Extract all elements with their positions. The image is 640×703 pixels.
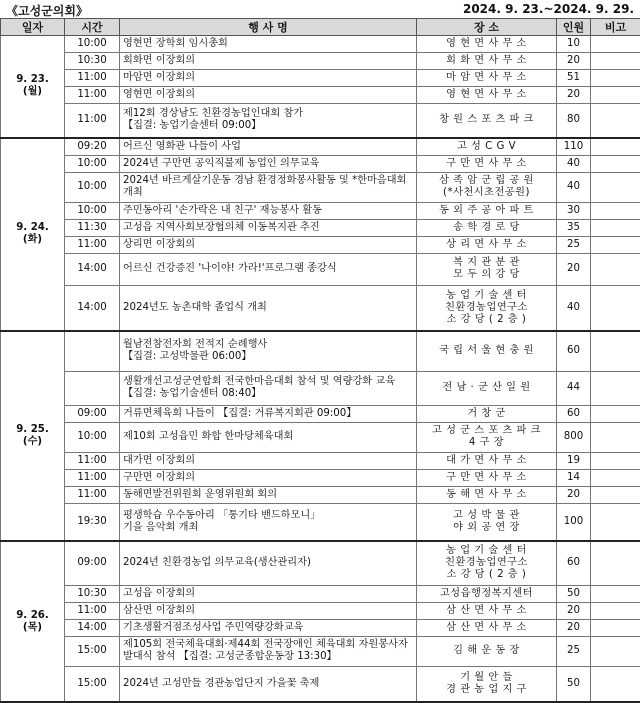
note-cell <box>591 619 640 636</box>
time-cell: 10:00 <box>65 36 120 53</box>
event-cell: 제105회 전국체육대회·제44회 전국장애인 체육대회 자원봉사자 발대식 참석 【집결: 고성군종합운동장 13:30】 <box>120 636 417 666</box>
event-cell: 삼산면 이장회의 <box>120 602 417 619</box>
date-cell <box>1 331 65 541</box>
weekday-label: (목) <box>4 622 61 634</box>
note-cell <box>591 331 640 371</box>
attendees-cell: 80 <box>557 104 591 138</box>
place-cell: 마 암 면 사 무 소 <box>417 70 557 87</box>
place-cell: 영 현 면 사 무 소 <box>417 87 557 104</box>
time-cell: 10:30 <box>65 585 120 602</box>
date-cell <box>1 541 65 702</box>
note-cell <box>591 666 640 702</box>
attendees-cell: 20 <box>557 53 591 70</box>
event-cell: 어르신 건강증진 '나이야! 가라!'프로그램 종강식 <box>120 253 417 285</box>
event-cell: 영현면 이장회의 <box>120 87 417 104</box>
attendees-cell: 60 <box>557 331 591 371</box>
page-title: 《고성군의회》 <box>6 2 88 19</box>
note-cell <box>591 219 640 236</box>
event-cell: 기초생활거점조성사업 주민역량강화교육 <box>120 619 417 636</box>
place-cell: 전 남 · 군 산 일 원 <box>417 371 557 405</box>
weekday-label: (수) <box>4 436 61 448</box>
event-cell: 2024년 친환경농업 의무교육(생산관리자) <box>120 541 417 585</box>
table-row <box>1 486 640 503</box>
time-cell: 11:00 <box>65 87 120 104</box>
weekday-label: (화) <box>4 234 61 246</box>
date-label: 9. 24. <box>4 222 61 234</box>
time-cell: 11:00 <box>65 469 120 486</box>
event-cell: 대가면 이장회의 <box>120 452 417 469</box>
place-cell: 삼 산 면 사 무 소 <box>417 619 557 636</box>
table-row <box>1 253 640 285</box>
event-cell: 월남전참전자회 전적지 순례행사 【집결: 고성박물관 06:00】 <box>120 331 417 371</box>
schedule-body <box>1 36 640 703</box>
note-cell <box>591 486 640 503</box>
table-row <box>1 53 640 70</box>
table-row <box>1 405 640 422</box>
note-cell <box>591 636 640 666</box>
place-cell: 동 해 면 사 무 소 <box>417 486 557 503</box>
time-cell: 14:00 <box>65 285 120 331</box>
attendees-cell: 14 <box>557 469 591 486</box>
time-cell: 10:30 <box>65 53 120 70</box>
date-range: 2024. 9. 23.~2024. 9. 29. <box>463 2 634 16</box>
note-cell <box>591 452 640 469</box>
place-cell: 농 업 기 술 센 터 친환경농업연구소 소 강 당 ( 2 층 ) <box>417 541 557 585</box>
time-cell: 10:00 <box>65 422 120 452</box>
place-cell: 회 화 면 사 무 소 <box>417 53 557 70</box>
table-row <box>1 155 640 172</box>
note-cell <box>591 36 640 53</box>
table-row <box>1 36 640 53</box>
time-cell: 10:00 <box>65 202 120 219</box>
time-cell: 11:30 <box>65 219 120 236</box>
place-cell: 고 성 군 스 포 츠 파 크 4 구 장 <box>417 422 557 452</box>
attendees-cell: 60 <box>557 405 591 422</box>
table-row <box>1 636 640 666</box>
event-cell: 2024년 구만면 공익직불제 농업인 의무교육 <box>120 155 417 172</box>
attendees-cell: 25 <box>557 236 591 253</box>
header <box>0 0 640 18</box>
col-header-place: 장 소 <box>417 19 557 36</box>
time-cell: 11:00 <box>65 70 120 87</box>
place-cell: 고성읍행정복지센터 <box>417 585 557 602</box>
time-cell: 11:00 <box>65 104 120 138</box>
time-cell: 11:00 <box>65 486 120 503</box>
col-header-date: 일자 <box>1 19 65 36</box>
place-cell: 동 외 주 공 아 파 트 <box>417 202 557 219</box>
table-row <box>1 666 640 702</box>
attendees-cell: 10 <box>557 36 591 53</box>
attendees-cell: 44 <box>557 371 591 405</box>
time-cell: 11:00 <box>65 452 120 469</box>
event-cell: 고성읍 이장회의 <box>120 585 417 602</box>
place-cell: 구 만 면 사 무 소 <box>417 469 557 486</box>
event-cell: 거류면체육회 나들이 【집결: 거류복지회관 09:00】 <box>120 405 417 422</box>
time-cell: 14:00 <box>65 619 120 636</box>
event-cell: 동해면발전위원회 운영위원회 회의 <box>120 486 417 503</box>
attendees-cell: 50 <box>557 585 591 602</box>
attendees-cell: 19 <box>557 452 591 469</box>
note-cell <box>591 541 640 585</box>
table-row <box>1 602 640 619</box>
table-row <box>1 236 640 253</box>
attendees-cell: 20 <box>557 619 591 636</box>
place-cell: 송 학 경 로 당 <box>417 219 557 236</box>
note-cell <box>591 87 640 104</box>
note-cell <box>591 585 640 602</box>
date-cell <box>1 36 65 138</box>
note-cell <box>591 422 640 452</box>
event-cell: 주민동아리 '손가락은 내 친구' 재능봉사 활동 <box>120 202 417 219</box>
event-cell: 2024년도 농촌대학 졸업식 개최 <box>120 285 417 331</box>
note-cell <box>591 469 640 486</box>
attendees-cell: 35 <box>557 219 591 236</box>
attendees-cell: 40 <box>557 155 591 172</box>
event-cell: 제10회 고성읍민 화합 한마당체육대회 <box>120 422 417 452</box>
time-cell: 09:00 <box>65 405 120 422</box>
table-row <box>1 619 640 636</box>
note-cell <box>591 172 640 202</box>
place-cell: 대 가 면 사 무 소 <box>417 452 557 469</box>
note-cell <box>591 405 640 422</box>
place-cell: 영 현 면 사 무 소 <box>417 36 557 53</box>
attendees-cell: 25 <box>557 636 591 666</box>
schedule-table <box>0 18 640 703</box>
place-cell: 창 원 스 포 츠 파 크 <box>417 104 557 138</box>
place-cell: 국 립 서 울 현 충 원 <box>417 331 557 371</box>
col-header-time: 시간 <box>65 19 120 36</box>
note-cell <box>591 138 640 156</box>
event-cell: 마암면 이장회의 <box>120 70 417 87</box>
time-cell: 14:00 <box>65 253 120 285</box>
table-row <box>1 138 640 156</box>
event-cell: 평생학습 우수동아리 「통기타 밴드하모니」 기을 음악회 개최 <box>120 503 417 541</box>
place-cell: 고 성 C G V <box>417 138 557 156</box>
note-cell <box>591 285 640 331</box>
date-cell <box>1 138 65 332</box>
attendees-cell: 100 <box>557 503 591 541</box>
time-cell: 11:00 <box>65 236 120 253</box>
col-header-note: 비고 <box>591 19 640 36</box>
event-cell: 구만면 이장회의 <box>120 469 417 486</box>
table-row <box>1 285 640 331</box>
time-cell: 19:30 <box>65 503 120 541</box>
attendees-cell: 20 <box>557 87 591 104</box>
time-cell: 09:20 <box>65 138 120 156</box>
table-row <box>1 422 640 452</box>
attendees-cell: 20 <box>557 253 591 285</box>
attendees-cell: 50 <box>557 666 591 702</box>
attendees-cell: 800 <box>557 422 591 452</box>
date-label: 9. 23. <box>4 74 61 86</box>
table-row <box>1 172 640 202</box>
event-cell: 회화면 이장회의 <box>120 53 417 70</box>
note-cell <box>591 53 640 70</box>
attendees-cell: 20 <box>557 602 591 619</box>
table-row <box>1 541 640 585</box>
note-cell <box>591 70 640 87</box>
place-cell: 거 창 군 <box>417 405 557 422</box>
event-cell: 영현면 장학회 임시총회 <box>120 36 417 53</box>
place-cell: 구 만 면 사 무 소 <box>417 155 557 172</box>
place-cell: 고 성 박 물 관 야 외 공 연 장 <box>417 503 557 541</box>
place-cell: 농 업 기 술 센 터 친환경농업연구소 소 강 당 ( 2 층 ) <box>417 285 557 331</box>
time-cell <box>65 371 120 405</box>
table-row <box>1 452 640 469</box>
event-cell: 제12회 경상남도 친환경농업인대회 참가 【집결: 농업기술센터 09:00】 <box>120 104 417 138</box>
place-cell: 기 월 안 들 경 관 농 업 지 구 <box>417 666 557 702</box>
header-row <box>1 19 640 36</box>
attendees-cell: 40 <box>557 285 591 331</box>
time-cell: 10:00 <box>65 155 120 172</box>
note-cell <box>591 371 640 405</box>
attendees-cell: 110 <box>557 138 591 156</box>
attendees-cell: 40 <box>557 172 591 202</box>
event-cell: 어르신 영화관 나들이 사업 <box>120 138 417 156</box>
note-cell <box>591 602 640 619</box>
note-cell <box>591 236 640 253</box>
table-row <box>1 331 640 371</box>
note-cell <box>591 155 640 172</box>
event-cell: 2024년 바르게살기운동 경남 환경정화봉사활동 및 *한마음대회 개최 <box>120 172 417 202</box>
time-cell: 09:00 <box>65 541 120 585</box>
place-cell: 삼 족 암 군 립 공 원 (*사천시초전공원) <box>417 172 557 202</box>
table-row <box>1 371 640 405</box>
event-cell: 2024년 고성만들 경관농업단지 가을꽃 축제 <box>120 666 417 702</box>
date-label: 9. 25. <box>4 424 61 436</box>
time-cell: 11:00 <box>65 602 120 619</box>
place-cell: 상 리 면 사 무 소 <box>417 236 557 253</box>
time-cell: 15:00 <box>65 636 120 666</box>
table-row <box>1 585 640 602</box>
place-cell: 삼 산 면 사 무 소 <box>417 602 557 619</box>
table-row <box>1 503 640 541</box>
date-label: 9. 26. <box>4 610 61 622</box>
table-row <box>1 202 640 219</box>
attendees-cell: 20 <box>557 486 591 503</box>
note-cell <box>591 104 640 138</box>
table-row <box>1 104 640 138</box>
event-cell: 생활개선고성군연합회 전국한마음대회 참석 및 역량강화 교육 【집결: 농업기술센터 08:40】 <box>120 371 417 405</box>
place-cell: 김 해 운 동 장 <box>417 636 557 666</box>
note-cell <box>591 503 640 541</box>
table-row <box>1 87 640 104</box>
col-header-attendees: 인원 <box>557 19 591 36</box>
time-cell: 15:00 <box>65 666 120 702</box>
time-cell <box>65 331 120 371</box>
weekday-label: (월) <box>4 86 61 98</box>
attendees-cell: 60 <box>557 541 591 585</box>
table-row <box>1 70 640 87</box>
attendees-cell: 51 <box>557 70 591 87</box>
attendees-cell: 30 <box>557 202 591 219</box>
table-row <box>1 469 640 486</box>
event-cell: 상리면 이장회의 <box>120 236 417 253</box>
note-cell <box>591 253 640 285</box>
table-row <box>1 219 640 236</box>
note-cell <box>591 202 640 219</box>
time-cell: 10:00 <box>65 172 120 202</box>
place-cell: 복 지 관 분 관 모 두 의 강 당 <box>417 253 557 285</box>
event-cell: 고성읍 지역사회보장협의체 이동복지관 추진 <box>120 219 417 236</box>
col-header-event: 행 사 명 <box>120 19 417 36</box>
